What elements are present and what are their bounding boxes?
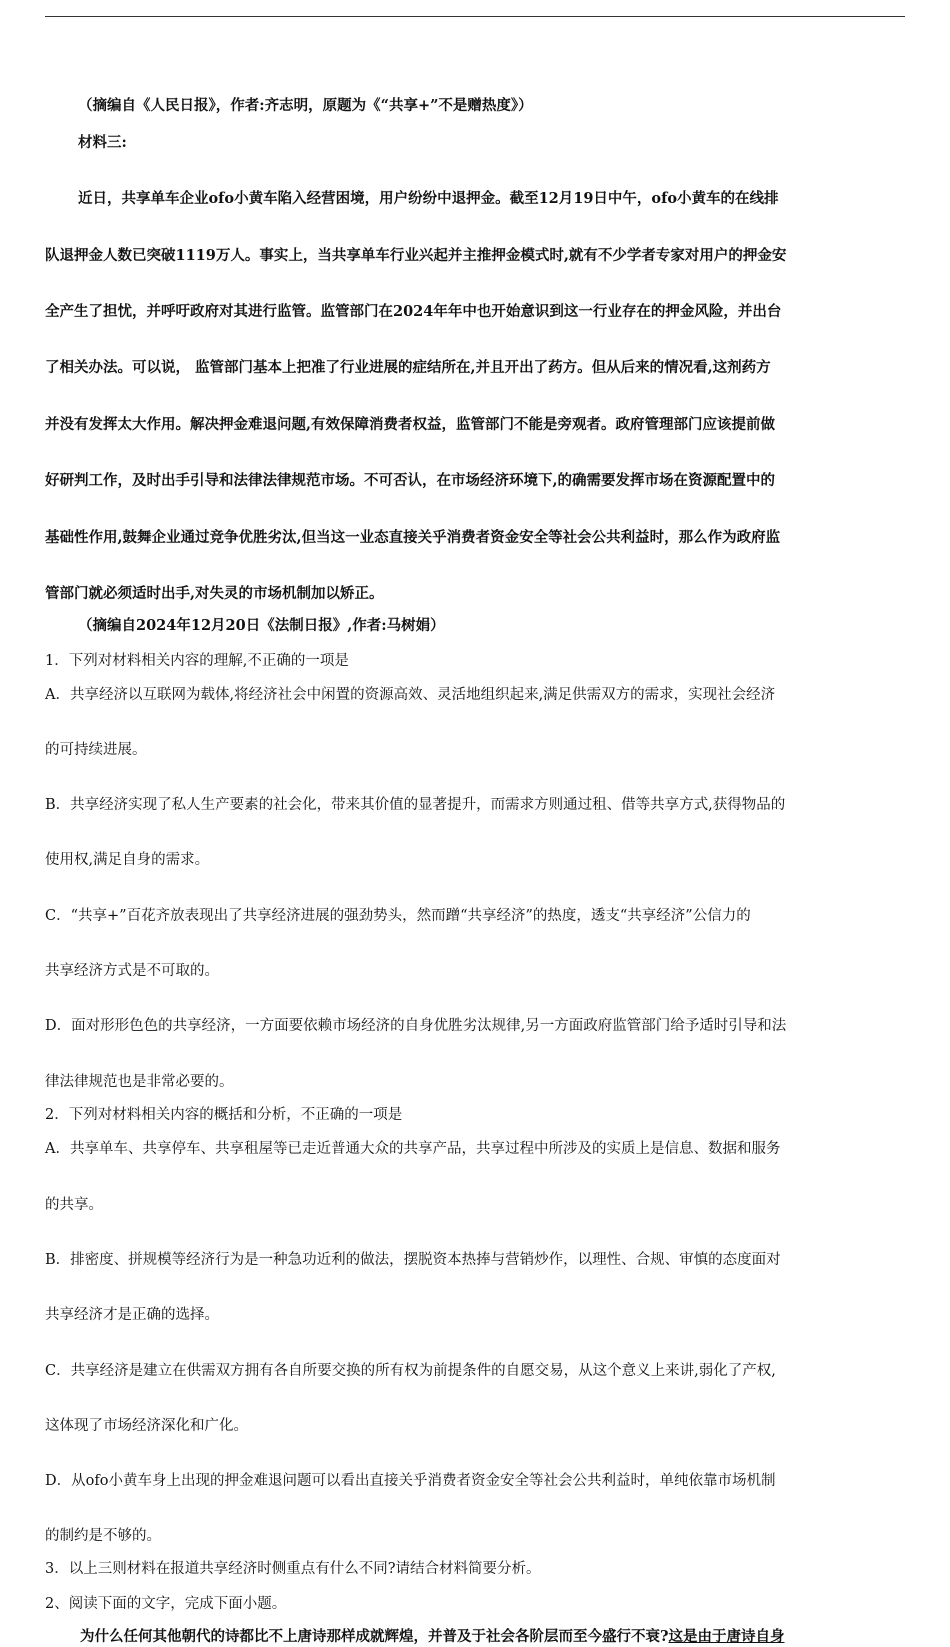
section2-heading: 2、阅读下面的文字，完成下面小题。 <box>45 1596 287 1613</box>
q3-stem: 3．以上三则材料在报道共享经济时侧重点有什么不同?请结合材料简要分析。 <box>45 1561 541 1578</box>
section2-paragraph-underlined: 这是由于唐诗自身 <box>668 1628 785 1646</box>
q2-option-c-line-2: 这体现了市场经济深化和广化。 <box>45 1417 248 1434</box>
q1-option-b-line-1: B．共享经济实现了私人生产要素的社会化，带来其价值的显著提升，而需求方则通过租、借等共享方式,获得物品的 <box>45 797 786 814</box>
q2-option-d-line-2: 的制约是不够的。 <box>45 1528 161 1545</box>
q2-stem: 2．下列对材料相关内容的概括和分析，不正确的一项是 <box>45 1106 403 1123</box>
material3-source: （摘编自2024年12月20日《法制日报》,作者:马树娟） <box>78 617 445 635</box>
section2-paragraph-text: 为什么任何其他朝代的诗都比不上唐诗那样成就辉煌，并普及于社会各阶层而至今盛行不衰? <box>80 1628 669 1646</box>
q2-option-b-line-1: B．排密度、拼规模等经济行为是一种急功近利的做法，摆脱资本热捧与营销炒作，以理性、合规、审慎的态度面对 <box>45 1251 781 1268</box>
q2-option-a-line-2: 的共享。 <box>45 1196 103 1213</box>
q2-option-a-line-1: A．共享单车、共享停车、共享租屋等已走近普通大众的共享产品，共享过程中所涉及的实质上是信息、数据和服务 <box>45 1141 781 1158</box>
q1-option-d-line-1: D．面对形形色色的共享经济，一方面要依赖市场经济的自身优胜劣汰规律,另一方面政府监管部门给予适时引导和法 <box>45 1018 787 1035</box>
q2-option-d-line-1: D．从ofo小黄车身上出现的押金难退问题可以看出直接关乎消费者资金安全等社会公共利益时，单纯依靠市场机制 <box>45 1473 776 1490</box>
material3-line-4: 了相关办法。可以说， 监管部门基本上把准了行业进展的症结所在,并且开出了药方。但从后来的情况看,这剂药方 <box>45 359 771 377</box>
q2-option-c-line-1: C．共享经济是建立在供需双方拥有各自所要交换的所有权为前提条件的自愿交易，从这个意义上来讲,弱化了产权, <box>45 1362 776 1379</box>
material2-source: （摘编自《人民日报》，作者:齐志明，原题为《“共享+”不是赠热度》） <box>78 97 533 114</box>
material3-line-6: 好研判工作，及时出手引导和法律法律规范市场。不可否认，在市场经济环境下,的确需要发挥市场在资源配置中的 <box>45 472 776 490</box>
material3-line-5: 并没有发挥太大作用。解决押金难退问题,有效保障消费者权益，监管部门不能是旁观者。政府管理部门应该提前做 <box>45 415 776 433</box>
material3-title: 材料三: <box>78 133 127 151</box>
material3-line-2: 队退押金人数已突破1119万人。事实上，当共享单车行业兴起并主推押金模式时,就有不少学者专家对用户的押金安 <box>45 246 787 264</box>
q1-stem: 1．下列对材料相关内容的理解,不正确的一项是 <box>45 652 349 669</box>
header-rule <box>45 16 905 17</box>
material3-line-7: 基础性作用,鼓舞企业通过竞争优胜劣汰,但当这一业态直接关乎消费者资金安全等社会公共利益时，那么作为政府监 <box>45 528 781 546</box>
q1-option-c-line-2: 共享经济方式是不可取的。 <box>45 963 219 980</box>
q1-option-a-line-1: A．共享经济以互联网为载体,将经济社会中闲置的资源高效、灵活地组织起来,满足供需双方的需求，实现社会经济 <box>45 686 776 703</box>
material3-line-3: 全产生了担忧，并呼吁政府对其进行监管。监管部门在2024年年中也开始意识到这一行业存在的押金风险，并出台 <box>45 302 782 320</box>
q1-option-b-line-2: 使用权,满足自身的需求。 <box>45 852 210 869</box>
q1-option-a-line-2: 的可持续进展。 <box>45 741 147 758</box>
q1-option-d-line-2: 律法律规范也是非常必要的。 <box>45 1073 234 1090</box>
material3-line-8: 管部门就必须适时出手,对失灵的市场机制加以矫正。 <box>45 584 384 602</box>
document-body <box>45 96 907 1647</box>
q1-option-c-line-1: C．“共享+”百花齐放表现出了共享经济进展的强劲势头，然而蹭“共享经济”的热度，透支“共享经济”公信力的 <box>45 907 751 924</box>
material3-line-1: 近日，共享单车企业ofo小黄车陷入经营困境，用户纷纷中退押金。截至12月19日中午，ofo小黄车的在线排 <box>78 190 779 208</box>
section2-paragraph <box>45 1627 907 1647</box>
q2-option-b-line-2: 共享经济才是正确的选择。 <box>45 1307 219 1324</box>
